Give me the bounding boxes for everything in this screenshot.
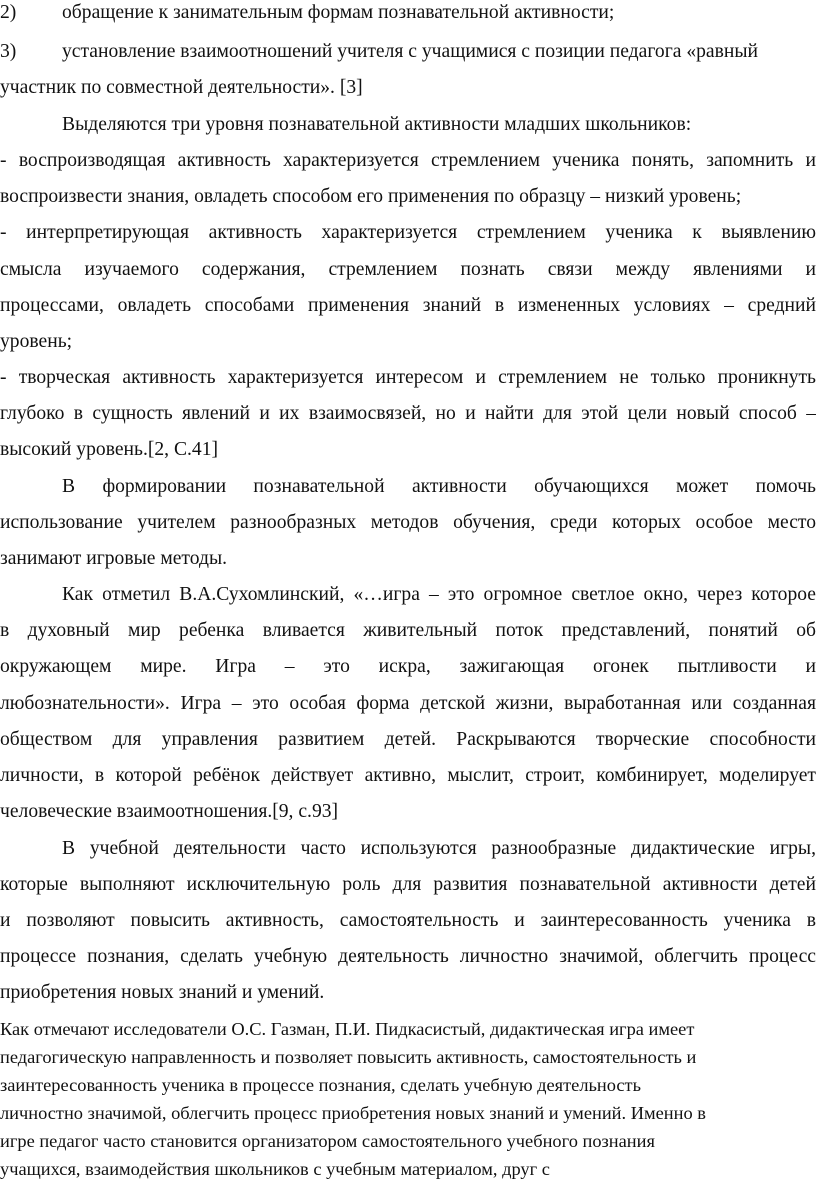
text-line: - творческая активность характеризуется интересом и стремлением не только проникнуть (0, 367, 816, 388)
text-line: процессами, овладеть способами применения знаний в измененных условиях – средний (0, 295, 816, 316)
list-item-3 (0, 40, 816, 64)
text-line: занимают игровые методы. (0, 548, 228, 569)
list-item-2 (0, 1, 816, 25)
text-line: окружающем мире. Игра – это искра, зажигающая огонек пытливости и (0, 656, 816, 677)
text-line: любознательности». Игра – это особая форма детской жизни, выработанная или созданная (0, 693, 816, 714)
text-line: в духовный мир ребенка вливается живительный поток представлений, понятий об (0, 620, 816, 641)
text-line: смысла изучаемого содержания, стремлением познать связи между явлениями и (0, 259, 816, 280)
text-line: - интерпретирующая активность характеризуется стремлением ученика к выявлению (0, 222, 816, 243)
text-line: педагогическую направленность и позволяет повысить активность, самостоятельность и (0, 1047, 697, 1067)
text-line: - воспроизводящая активность характеризуется стремлением ученика понять, запомнить и (0, 150, 816, 171)
text-line: обществом для управления развитием детей. Раскрываются творческие способности (0, 729, 816, 750)
paragraph-first-line: В учебной деятельности часто используются разнообразные дидактические игры, (62, 838, 816, 859)
text-line: приобретения новых знаний и умений. (0, 982, 325, 1003)
paragraph-first-line: В формировании познавательной активности обучающихся может помочь (62, 476, 816, 497)
text-line: и позволяют повысить активность, самостоятельность и заинтересованность ученика в (0, 910, 816, 931)
text-line: заинтересованность ученика в процессе познания, сделать учебную деятельность (0, 1075, 641, 1095)
text-line: Как отмечают исследователи О.С. Газман, П.И. Пидкасистый, дидактическая игра имеет (0, 1019, 695, 1039)
list-number: 2) (0, 2, 17, 23)
text-line: участник по совместной деятельности». [3] (0, 77, 363, 98)
paragraph-first-line: Как отметил В.А.Сухомлинский, «…игра – это огромное светлое окно, через которое (62, 584, 816, 605)
text-line: личности, в которой ребёнок действует активно, мыслит, строит, комбинирует, моделирует (0, 765, 816, 786)
text-line: которые выполняют исключительную роль для развития познавательной активности детей (0, 874, 816, 895)
text-line: человеческие взаимоотношения.[9, с.93] (0, 801, 339, 822)
text-line: высокий уровень.[2, С.41] (0, 439, 219, 460)
text-line: воспроизвести знания, овладеть способом его применения по образцу – низкий уровень; (0, 186, 742, 207)
text-line: уровень; (0, 331, 73, 352)
text-line: учащихся, взаимодействия школьников с учебным материалом, друг с (0, 1159, 550, 1179)
text-line: процессе познания, сделать учебную деятельность личностно значимой, облегчить процесс (0, 946, 816, 967)
text-line: игре педагог часто становится организатором самостоятельного учебного познания (0, 1131, 655, 1151)
list-number: 3) (0, 41, 17, 62)
text-line: использование учителем разнообразных методов обучения, среди которых особое место (0, 512, 816, 533)
text-line: глубоко в сущность явлений и их взаимосвязей, но и найти для этой цели новый способ – (0, 403, 816, 424)
list-item-text: обращение к занимательным формам познавательной активности; (62, 2, 615, 23)
text-line: личностно значимой, облегчить процесс приобретения новых знаний и умений. Именно в (0, 1103, 706, 1123)
paragraph-heading-line: Выделяются три уровня познавательной активности младших школьников: (62, 114, 692, 135)
list-item-text: установление взаимоотношений учителя с учащимися с позиции педагога «равный (62, 41, 758, 62)
